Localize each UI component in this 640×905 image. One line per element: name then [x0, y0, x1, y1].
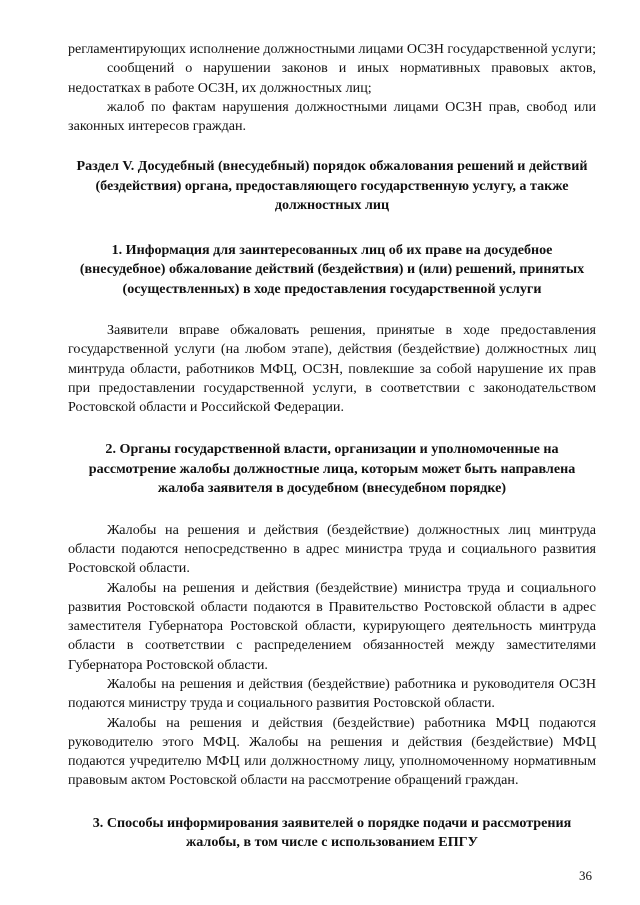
- paragraph-complaints: жалоб по фактам нарушения должностными лицами ОСЗН прав, свобод или законных интересов граждан.: [68, 98, 596, 135]
- subsection-3-heading: 3. Способы информирования заявителей о порядке подачи и рассмотрения жалобы, в том числе с использованием ЕПГУ: [92, 814, 572, 851]
- paragraph-continuation: регламентирующих исполнение должностными лицами ОСЗН государственной услуги;: [68, 41, 596, 57]
- subsection-1-heading: 1. Информация для заинтересованных лиц об их праве на досудебное (внесудебное) обжалование действий (бездействия) и (или) решений, принятых (осуществленных) в ходе предоставления государственной услуги: [79, 241, 585, 297]
- subsection-2-heading: 2. Органы государственной власти, организации и уполномоченные на рассмотрение жалобы должностные лица, которым может быть направлена жалоба заявителя в досудебном (внесудебном порядке): [88, 441, 576, 497]
- subsection-2-paragraph: Жалобы на решения и действия (бездействие) должностных лиц минтруда области подаются непосредственно в адрес министра труда и социального развития Ростовской области.: [68, 521, 596, 577]
- page-number: 36: [579, 868, 592, 883]
- subsection-2-paragraph: Жалобы на решения и действия (бездействие) министра труда и социального развития Ростовской области подаются в Правительство Ростовской области в адрес заместителя Губернатора Ростовской области, курирующего деятельность минтруда области в соответствии с распределением обязанностей между заместителями Губернатора Ростовской области.: [68, 579, 596, 673]
- subsection-1-paragraph: Заявители вправе обжаловать решения, принятые в ходе предоставления государственной услуги (на любом этапе), действия (бездействие) должностных лиц минтруда области, работников МФЦ, ОСЗН, повлекшие за собой нарушение их прав при предоставлении государственной услуги, в соответствии с законодательством Ростовской области и Российской Федерации.: [68, 321, 596, 416]
- paragraph-reports: сообщений о нарушении законов и иных нормативных правовых актов, недостатках в работе ОСЗН, их должностных лиц;: [68, 60, 596, 96]
- subsection-2-paragraph: Жалобы на решения и действия (бездействие) работника МФЦ подаются руководителю этого МФЦ. Жалобы на решения и действия (бездействие) МФЦ подаются учредителю МФЦ или должностному лицу, уполномоченному нормативным правовым актом Ростовской области на рассмотрение обращений граждан.: [68, 714, 596, 789]
- document-page: [68, 40, 596, 853]
- section-heading: Раздел V. Досудебный (внесудебный) порядок обжалования решений и действий (бездействия) органа, предоставляющего государственную услугу, а также должностных лиц: [76, 158, 588, 214]
- subsection-2-paragraph: Жалобы на решения и действия (бездействие) работника и руководителя ОСЗН подаются министру труда и социального развития Ростовской области.: [68, 676, 596, 712]
